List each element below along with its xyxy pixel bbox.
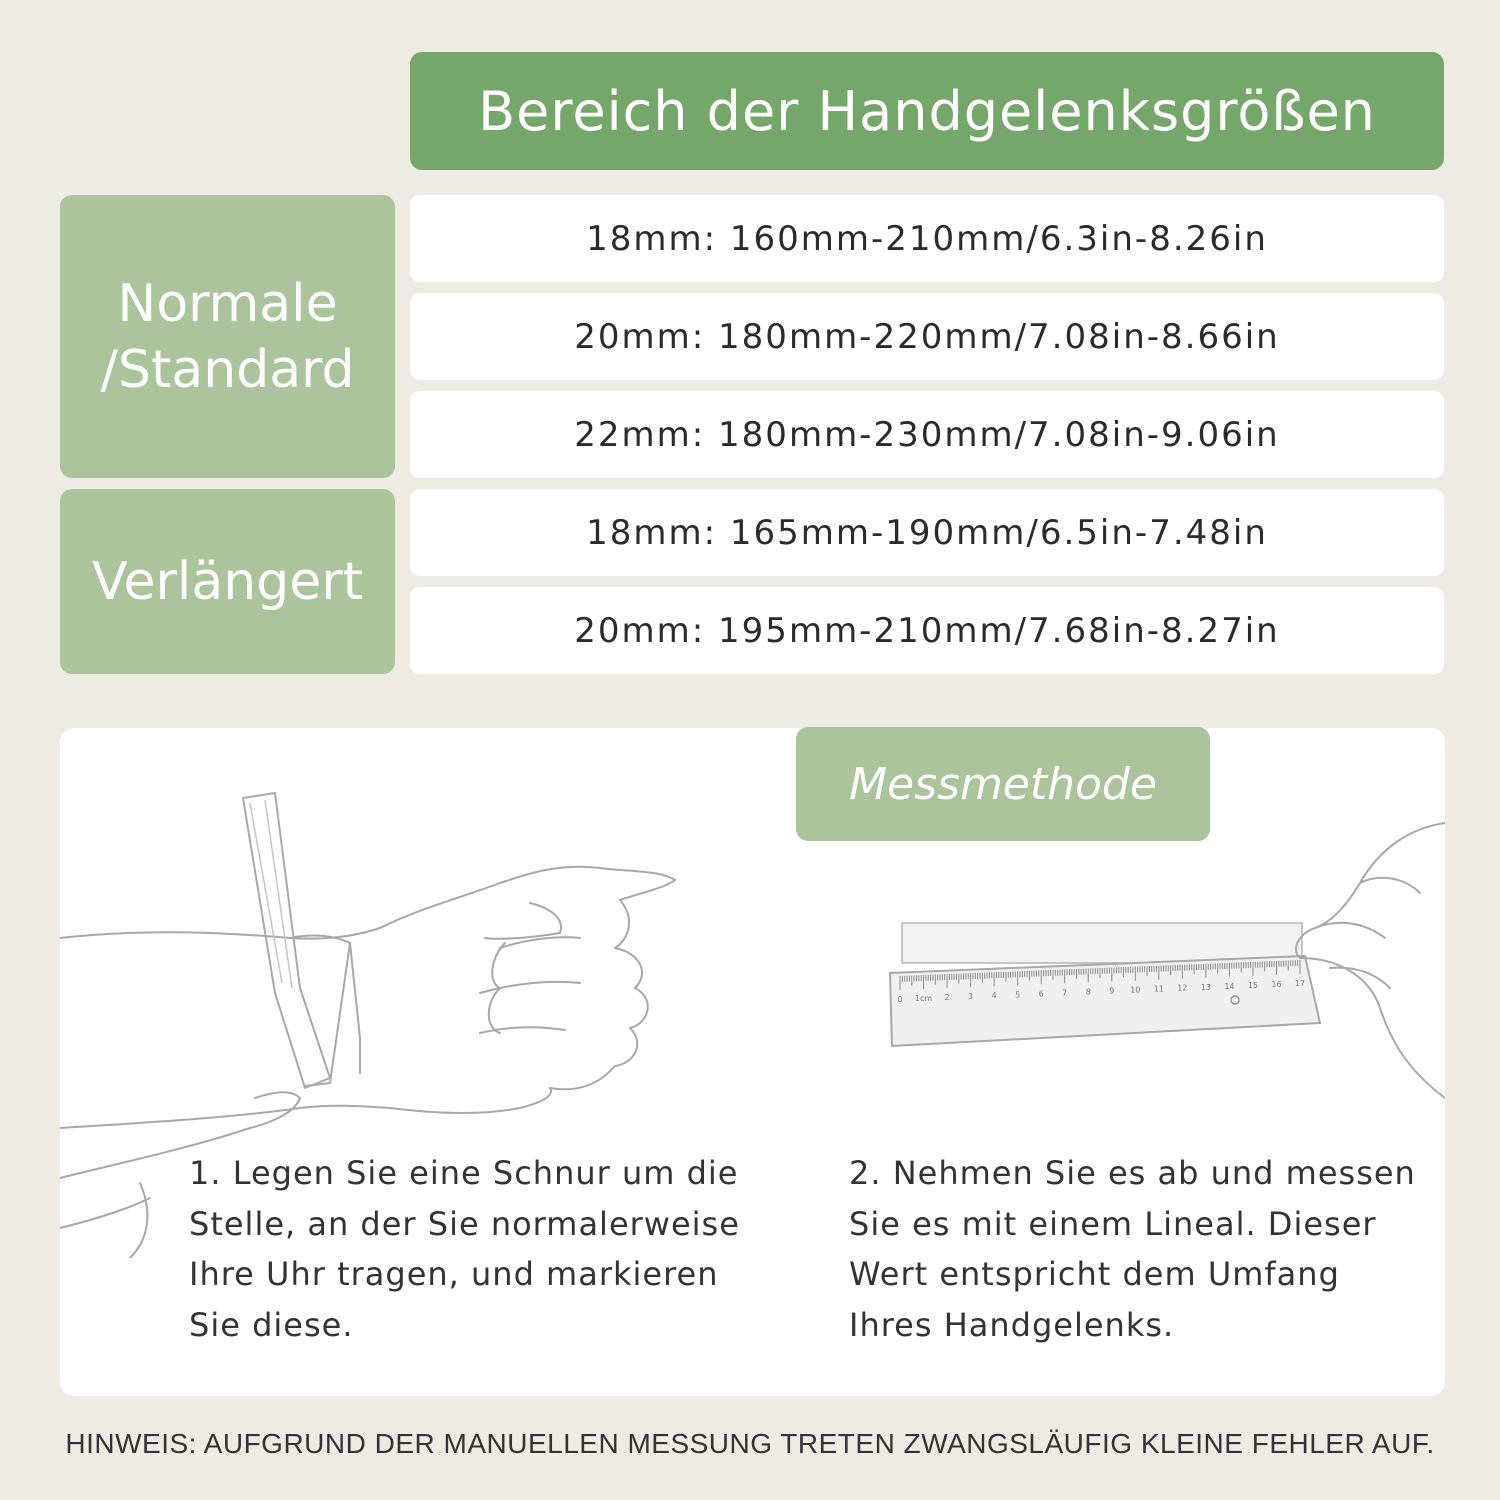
ruler-number: 6 xyxy=(1038,989,1044,999)
ruler-number: 11 xyxy=(1153,984,1164,994)
ruler-number: 4 xyxy=(991,991,997,1001)
ruler-number: 1cm xyxy=(914,994,933,1004)
page-title: Bereich der Handgelenksgrößen xyxy=(410,52,1444,170)
size-row-standard-20mm: 20mm: 180mm-220mm/7.08in-8.66in xyxy=(410,293,1444,380)
ruler-number: 10 xyxy=(1130,985,1141,995)
error-note: HINWEIS: AUFGRUND DER MANUELLEN MESSUNG TRETEN ZWANGSLÄUFIG KLEINE FEHLER AUF. xyxy=(65,1428,1435,1459)
step-2-text: 2. Nehmen Sie es ab und messen Sie es mit einem Lineal. Dieser Wert entspricht dem Umfang Ihres Handgelenks. xyxy=(849,1154,1416,1344)
size-row-standard-18mm: 18mm: 160mm-210mm/6.3in-8.26in xyxy=(410,195,1444,282)
ruler-number: 0 xyxy=(897,995,903,1004)
ruler-number: 9 xyxy=(1109,986,1115,996)
ruler-number: 5 xyxy=(1015,990,1021,1000)
category-normal-standard: Normale /Standard xyxy=(60,195,395,478)
size-row-extended-20mm: 20mm: 195mm-210mm/7.68in-8.27in xyxy=(410,587,1444,674)
size-row-standard-22mm: 22mm: 180mm-230mm/7.08in-9.06in xyxy=(410,391,1444,478)
ruler-number: 14 xyxy=(1224,981,1235,991)
ruler-number: 12 xyxy=(1177,983,1188,993)
category-verlaengert: Verlängert xyxy=(60,489,395,674)
step-1-text: 1. Legen Sie eine Schnur um die Stelle, an der Sie normalerweise Ihre Uhr tragen, und markieren Sie diese. xyxy=(189,1154,740,1344)
ruler-illustration xyxy=(860,808,1445,1128)
method-title: Messmethode xyxy=(796,727,1210,841)
ruler-number: 16 xyxy=(1271,979,1282,989)
measurement-panel xyxy=(60,728,1445,1396)
ruler-number: 8 xyxy=(1085,987,1091,997)
ruler-number: 13 xyxy=(1200,982,1211,992)
ruler-number: 7 xyxy=(1062,988,1068,998)
ruler-number: 2 xyxy=(944,993,950,1003)
ruler-number: 17 xyxy=(1294,979,1306,988)
ruler-number: 3 xyxy=(968,992,974,1002)
size-row-extended-18mm: 18mm: 165mm-190mm/6.5in-7.48in xyxy=(410,489,1444,576)
ruler-number: 15 xyxy=(1247,980,1259,990)
